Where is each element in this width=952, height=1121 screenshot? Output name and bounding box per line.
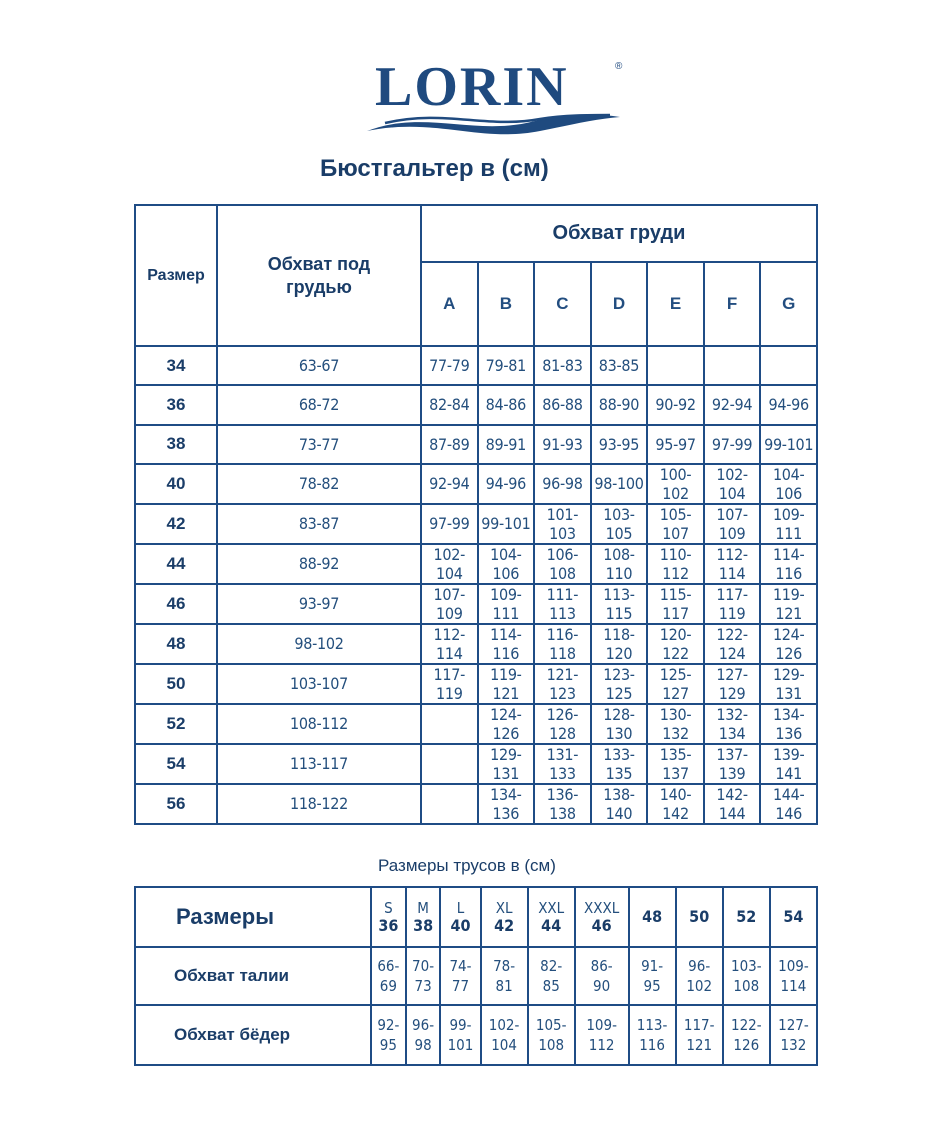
- hips-to: 108: [538, 1036, 565, 1054]
- bust-cell: 82-84: [421, 385, 478, 424]
- hips-cell: [481, 1005, 528, 1065]
- bust-cell: 106-108: [534, 544, 591, 584]
- hips-to: 126: [733, 1036, 760, 1054]
- row-sizes-label: Размеры: [135, 887, 371, 947]
- bust-cell: 112-114: [421, 624, 478, 664]
- bust-cell: 103-105: [591, 504, 648, 544]
- size-cell: 42: [135, 504, 217, 544]
- table-row: [135, 784, 817, 824]
- size-letter: S: [384, 899, 393, 917]
- size-letter: XXXL: [584, 899, 620, 917]
- hips-from: 92-: [377, 1016, 400, 1034]
- table-row: [135, 346, 817, 385]
- waist-from: 96-: [688, 957, 711, 975]
- hips-to: 95: [379, 1036, 397, 1054]
- underbust-cell: 83-87: [217, 504, 421, 544]
- col-size-header: Размер: [135, 205, 217, 346]
- cup-header-g: G: [760, 262, 817, 346]
- bust-cell: 94-96: [478, 464, 535, 504]
- bust-cell: [421, 704, 478, 744]
- bust-cell: [421, 744, 478, 784]
- waist-to: 108: [733, 977, 760, 995]
- bust-cell: 139-141: [760, 744, 817, 784]
- bust-cell: 129-131: [478, 744, 535, 784]
- bust-cell: 120-122: [647, 624, 704, 664]
- table-row: [135, 544, 817, 584]
- bust-cell: 125-127: [647, 664, 704, 704]
- cup-header-b: B: [478, 262, 535, 346]
- hips-cell: [723, 1005, 770, 1065]
- bust-cell: 123-125: [591, 664, 648, 704]
- hips-to: 112: [588, 1036, 615, 1054]
- panty-size-cell: [528, 887, 575, 947]
- bust-cell: 104-106: [478, 544, 535, 584]
- underbust-cell: 113-117: [217, 744, 421, 784]
- size-letter: XXL: [538, 899, 565, 917]
- waist-to: 102: [686, 977, 713, 995]
- size-number: 46: [591, 916, 612, 935]
- bust-cell: 124-126: [760, 624, 817, 664]
- bust-cell: 127-129: [704, 664, 761, 704]
- panty-size-cell: [575, 887, 629, 947]
- row-waist-label: Обхват талии: [135, 947, 371, 1005]
- hips-from: 102-: [488, 1016, 520, 1034]
- bust-cell: 132-134: [704, 704, 761, 744]
- bust-cell: 86-88: [534, 385, 591, 424]
- bust-cell: 105-107: [647, 504, 704, 544]
- waist-cell: [770, 947, 817, 1005]
- table-row: [135, 385, 817, 424]
- bust-cell: 128-130: [591, 704, 648, 744]
- size-cell: 56: [135, 784, 217, 824]
- bust-cell: 109-111: [478, 584, 535, 624]
- bust-cell: 116-118: [534, 624, 591, 664]
- bra-table-title: Бюстгальтер в (см): [320, 155, 549, 182]
- size-cell: 40: [135, 464, 217, 504]
- bust-cell: 109-111: [760, 504, 817, 544]
- waist-from: 66-: [377, 957, 400, 975]
- bust-cell: 97-99: [704, 425, 761, 464]
- panty-size-cell: [440, 887, 480, 947]
- waist-to: 90: [593, 977, 611, 995]
- size-cell: 46: [135, 584, 217, 624]
- bust-cell: 118-120: [591, 624, 648, 664]
- waist-to: 77: [451, 977, 470, 995]
- bust-cell: 129-131: [760, 664, 817, 704]
- hips-cell: [528, 1005, 575, 1065]
- hips-to: 98: [414, 1036, 432, 1054]
- bust-cell: 126-128: [534, 704, 591, 744]
- hips-to: 116: [639, 1036, 665, 1054]
- table-row: [135, 425, 817, 464]
- waist-to: 73: [414, 977, 432, 995]
- hips-from: 122-: [730, 1016, 762, 1034]
- cup-header-a: A: [421, 262, 478, 346]
- bust-cell: 102-104: [704, 464, 761, 504]
- cup-header-c: C: [534, 262, 591, 346]
- bust-cell: [647, 346, 704, 385]
- hips-from: 109-: [586, 1016, 617, 1034]
- size-cell: 34: [135, 346, 217, 385]
- bust-cell: 107-109: [421, 584, 478, 624]
- bust-cell: 140-142: [647, 784, 704, 824]
- bust-cell: 114-116: [478, 624, 535, 664]
- size-number: 38: [413, 916, 434, 935]
- waist-from: 86-: [590, 957, 613, 975]
- bust-cell: 83-85: [591, 346, 648, 385]
- panty-size-cell: [406, 887, 441, 947]
- table-row: [135, 624, 817, 664]
- panty-size-cell: [770, 887, 817, 947]
- size-cell: 48: [135, 624, 217, 664]
- waist-cell: [440, 947, 480, 1005]
- bra-size-table: [134, 204, 818, 825]
- waist-to: 69: [379, 977, 397, 995]
- bust-cell: 119-121: [760, 584, 817, 624]
- bust-cell: 97-99: [421, 504, 478, 544]
- bust-cell: 124-126: [478, 704, 535, 744]
- bust-cell: 122-124: [704, 624, 761, 664]
- waist-from: 70-: [412, 957, 435, 975]
- table-row: [135, 704, 817, 744]
- waist-cell: [481, 947, 528, 1005]
- logo-wave-icon: [365, 107, 625, 137]
- bust-cell: 107-109: [704, 504, 761, 544]
- col-bust-header: Обхват груди: [421, 205, 817, 262]
- lorin-logo: [365, 55, 635, 135]
- bust-cell: 114-116: [760, 544, 817, 584]
- bust-cell: 138-140: [591, 784, 648, 824]
- table-row: [135, 664, 817, 704]
- hips-cell: [406, 1005, 441, 1065]
- bust-cell: 134-136: [478, 784, 535, 824]
- panty-size-cell: [481, 887, 528, 947]
- waist-to: 114: [780, 977, 807, 995]
- hips-from: 96-: [412, 1016, 435, 1034]
- hips-to: 132: [780, 1036, 807, 1054]
- bust-cell: 136-138: [534, 784, 591, 824]
- bust-cell: 134-136: [760, 704, 817, 744]
- bust-cell: 94-96: [760, 385, 817, 424]
- hips-from: 127-: [778, 1016, 809, 1034]
- panties-table-title: Размеры трусов в (см): [378, 856, 556, 875]
- bust-cell: 130-132: [647, 704, 704, 744]
- bust-cell: 81-83: [534, 346, 591, 385]
- waist-cell: [723, 947, 770, 1005]
- bust-cell: 110-112: [647, 544, 704, 584]
- underbust-cell: 118-122: [217, 784, 421, 824]
- bust-cell: 90-92: [647, 385, 704, 424]
- bust-cell: 113-115: [591, 584, 648, 624]
- hips-to: 121: [686, 1036, 713, 1054]
- panties-size-table: [134, 886, 818, 1066]
- hips-from: 105-: [535, 1016, 567, 1034]
- bust-cell: 112-114: [704, 544, 761, 584]
- underbust-cell: 78-82: [217, 464, 421, 504]
- size-cell: 38: [135, 425, 217, 464]
- bust-cell: [760, 346, 817, 385]
- waist-cell: [629, 947, 676, 1005]
- waist-from: 78-: [493, 957, 516, 975]
- bust-cell: 100-102: [647, 464, 704, 504]
- bust-cell: 115-117: [647, 584, 704, 624]
- size-number: 36: [378, 916, 399, 935]
- bust-cell: 89-91: [478, 425, 535, 464]
- underbust-cell: 63-67: [217, 346, 421, 385]
- hips-cell: [629, 1005, 676, 1065]
- size-letter: L: [456, 899, 465, 917]
- col-underbust-header: Обхват под грудью: [217, 205, 421, 346]
- bust-cell: 77-79: [421, 346, 478, 385]
- bust-cell: 84-86: [478, 385, 535, 424]
- logo-wordmark: LORIN: [375, 56, 569, 118]
- bust-cell: 88-90: [591, 385, 648, 424]
- bust-cell: 79-81: [478, 346, 535, 385]
- size-number: 50: [689, 907, 710, 926]
- bust-cell: [421, 784, 478, 824]
- bust-cell: 95-97: [647, 425, 704, 464]
- bust-cell: 98-100: [591, 464, 648, 504]
- size-number: 40: [450, 916, 471, 935]
- underbust-cell: 103-107: [217, 664, 421, 704]
- waist-to: 95: [643, 977, 661, 995]
- bust-cell: 133-135: [591, 744, 648, 784]
- hips-from: 113-: [636, 1016, 668, 1034]
- hips-to: 104: [491, 1036, 517, 1054]
- size-cell: 52: [135, 704, 217, 744]
- underbust-cell: 73-77: [217, 425, 421, 464]
- bust-cell: 102-104: [421, 544, 478, 584]
- registered-mark: ®: [615, 61, 623, 72]
- size-number: 48: [642, 907, 663, 926]
- bust-cell: 91-93: [534, 425, 591, 464]
- waist-from: 109-: [778, 957, 809, 975]
- size-cell: 50: [135, 664, 217, 704]
- size-letter: XL: [495, 899, 513, 917]
- panty-size-cell: [371, 887, 406, 947]
- bust-cell: 117-119: [704, 584, 761, 624]
- table-row: [135, 464, 817, 504]
- waist-to: 85: [542, 977, 560, 995]
- waist-cell: [371, 947, 406, 1005]
- bust-cell: 144-146: [760, 784, 817, 824]
- hips-cell: [371, 1005, 406, 1065]
- bust-cell: 87-89: [421, 425, 478, 464]
- size-number: 42: [494, 916, 515, 935]
- underbust-cell: 93-97: [217, 584, 421, 624]
- hips-cell: [440, 1005, 480, 1065]
- cup-header-f: F: [704, 262, 761, 346]
- bust-cell: 142-144: [704, 784, 761, 824]
- row-hips-label: Обхват бёдер: [135, 1005, 371, 1065]
- waist-from: 91-: [641, 957, 664, 975]
- size-number: 52: [736, 907, 757, 926]
- waist-cell: [528, 947, 575, 1005]
- waist-from: 74-: [449, 957, 472, 975]
- bust-cell: 117-119: [421, 664, 478, 704]
- underbust-cell: 98-102: [217, 624, 421, 664]
- cup-header-d: D: [591, 262, 648, 346]
- bust-cell: 96-98: [534, 464, 591, 504]
- waist-from: 103-: [730, 957, 762, 975]
- cup-header-e: E: [647, 262, 704, 346]
- bust-cell: [704, 346, 761, 385]
- underbust-cell: 68-72: [217, 385, 421, 424]
- underbust-cell: 88-92: [217, 544, 421, 584]
- waist-cell: [676, 947, 723, 1005]
- hips-from: 99-: [449, 1016, 472, 1034]
- bust-cell: 101-103: [534, 504, 591, 544]
- hips-to: 101: [447, 1036, 474, 1054]
- bust-cell: 119-121: [478, 664, 535, 704]
- hips-cell: [770, 1005, 817, 1065]
- panty-size-cell: [629, 887, 676, 947]
- table-row: [135, 744, 817, 784]
- table-row: [135, 584, 817, 624]
- bust-cell: 92-94: [421, 464, 478, 504]
- bust-cell: 121-123: [534, 664, 591, 704]
- waist-to: 81: [495, 977, 513, 995]
- bust-cell: 135-137: [647, 744, 704, 784]
- bust-cell: 92-94: [704, 385, 761, 424]
- panty-size-cell: [723, 887, 770, 947]
- hips-from: 117-: [683, 1016, 715, 1034]
- size-cell: 54: [135, 744, 217, 784]
- bust-cell: 111-113: [534, 584, 591, 624]
- underbust-cell: 108-112: [217, 704, 421, 744]
- size-letter: M: [417, 899, 429, 917]
- hips-cell: [676, 1005, 723, 1065]
- bust-cell: 137-139: [704, 744, 761, 784]
- waist-cell: [575, 947, 629, 1005]
- size-number: 54: [783, 907, 804, 926]
- panty-size-cell: [676, 887, 723, 947]
- waist-from: 82-: [540, 957, 563, 975]
- waist-cell: [406, 947, 441, 1005]
- hips-cell: [575, 1005, 629, 1065]
- bust-cell: 131-133: [534, 744, 591, 784]
- bust-cell: 99-101: [760, 425, 817, 464]
- size-number: 44: [541, 916, 562, 935]
- bust-cell: 104-106: [760, 464, 817, 504]
- size-cell: 44: [135, 544, 217, 584]
- size-cell: 36: [135, 385, 217, 424]
- table-row: [135, 504, 817, 544]
- bust-cell: 93-95: [591, 425, 648, 464]
- bust-cell: 108-110: [591, 544, 648, 584]
- bust-cell: 99-101: [478, 504, 535, 544]
